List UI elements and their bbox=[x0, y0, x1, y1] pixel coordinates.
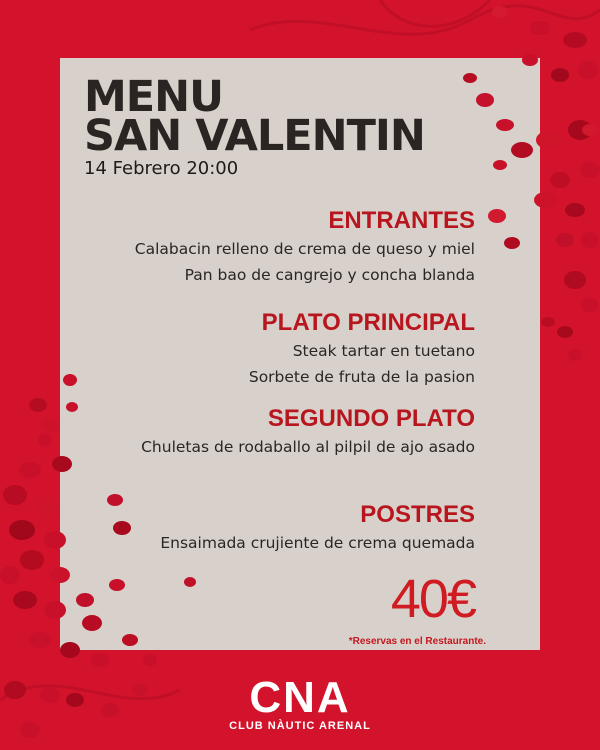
title-line-1: MENU bbox=[84, 72, 224, 122]
menu-item: Calabacin relleno de crema de queso y miel bbox=[134, 240, 475, 258]
club-logo bbox=[0, 673, 600, 732]
menu-item: Sorbete de fruta de la pasion bbox=[248, 368, 475, 386]
menu-title bbox=[84, 72, 425, 161]
section-segundo-plato bbox=[141, 404, 475, 460]
menu-item: Steak tartar en tuetano bbox=[292, 342, 475, 360]
title-line-2: SAN VALENTIN bbox=[84, 111, 425, 161]
menu-item: Chuletas de rodaballo al pilpil de ajo asado bbox=[141, 438, 475, 456]
section-title: ENTRANTES bbox=[328, 207, 475, 234]
section-title: PLATO PRINCIPAL bbox=[261, 309, 475, 336]
menu-item: Ensaimada crujiente de crema quemada bbox=[160, 534, 475, 552]
section-title: SEGUNDO PLATO bbox=[267, 405, 475, 432]
logo-mark: CNA bbox=[249, 673, 351, 722]
section-title: POSTRES bbox=[360, 501, 475, 528]
reservation-note: *Reservas en el Restaurante. bbox=[348, 636, 486, 647]
section-postres bbox=[160, 500, 475, 556]
section-plato-principal bbox=[249, 308, 475, 390]
menu-item: Pan bao de cangrejo y concha blanda bbox=[184, 266, 475, 284]
logo-name: CLUB NÀUTIC ARENAL bbox=[229, 720, 371, 732]
menu-price: 40€ bbox=[390, 569, 475, 629]
section-entrantes bbox=[135, 206, 475, 288]
event-date: 14 Febrero 20:00 bbox=[84, 158, 239, 179]
